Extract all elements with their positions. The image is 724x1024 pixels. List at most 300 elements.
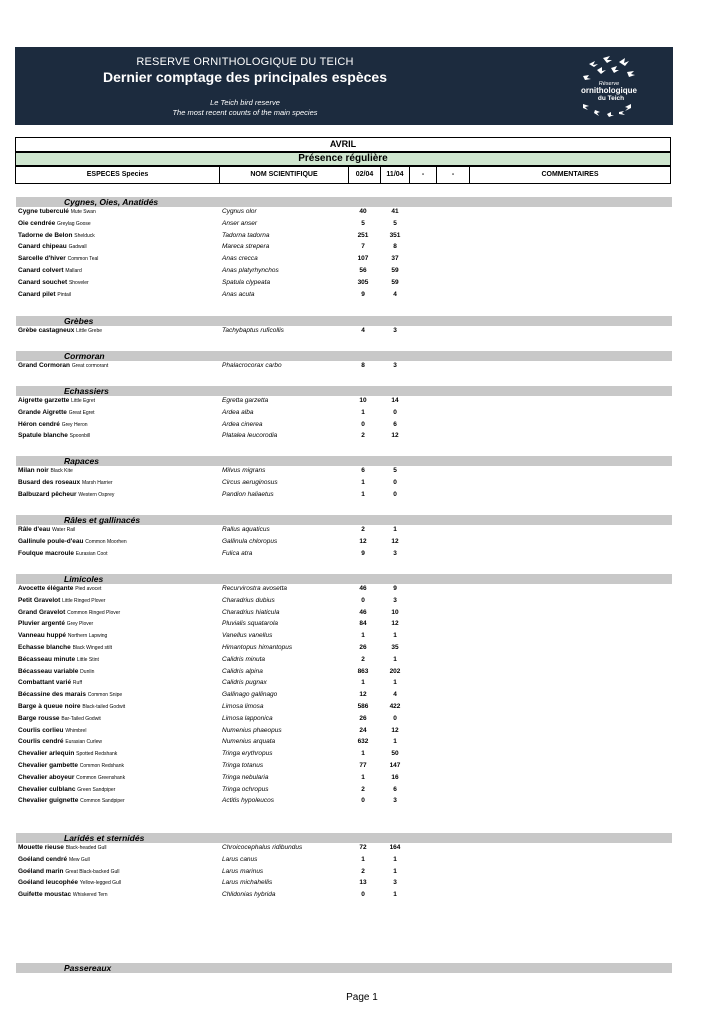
species-name-en: Common Teal: [67, 256, 99, 263]
count-date-1: 6: [361, 467, 365, 474]
species-name-fr: Grand Gravelot: [18, 608, 66, 616]
species-name: [18, 289, 71, 301]
scientific-name: Tringa erythropus: [222, 750, 273, 758]
scientific-name: Actitis hypoleucos: [222, 797, 275, 805]
section-header: [16, 963, 672, 973]
table-row: [0, 524, 724, 536]
count-date-2: 351: [389, 231, 401, 239]
species-name: [18, 784, 115, 796]
species-name-fr: Canard colvert: [18, 267, 64, 274]
species-name-en: Little Grebe: [76, 328, 103, 334]
table-row: [0, 595, 724, 607]
count-date-2: 6: [393, 420, 397, 428]
count-date-1: 586: [357, 703, 369, 710]
scientific-name: Tadorna tadorna: [222, 231, 270, 239]
scientific-name: Limosa limosa: [222, 703, 264, 710]
count-date-1: 10: [359, 397, 367, 404]
species-name-fr: Barge rousse: [18, 714, 60, 722]
header-subtitle-en: Le Teich bird reserve: [210, 98, 280, 107]
count-date-1: 24: [359, 726, 367, 734]
species-name-fr: Goéland leucophée: [18, 879, 78, 887]
species-name-en: Dunlin: [80, 668, 95, 675]
species-name-fr: Râle d'eau: [18, 526, 51, 533]
count-date-1: 2: [361, 655, 365, 663]
species-name-fr: Grande Aigrette: [18, 408, 67, 416]
table-row: [0, 218, 724, 230]
count-date-2: 9: [393, 585, 397, 592]
count-date-2: 1: [393, 891, 397, 899]
table-row: [0, 772, 724, 784]
count-date-2: 1: [393, 655, 397, 663]
section-title: Râles et gallinacés: [64, 515, 141, 525]
count-date-2: 10: [391, 608, 399, 616]
scientific-name: Platalea leucorodia: [222, 432, 278, 440]
scientific-name: Larus michahellis: [222, 879, 273, 887]
species-name-en: Marsh Harrier: [81, 479, 113, 486]
species-name-en: Mew Gull: [68, 856, 90, 863]
table-row: [0, 784, 724, 796]
species-name-fr: Aigrette garzette: [18, 397, 70, 404]
species-name-en: Pintail: [57, 291, 71, 298]
species-name-en: Ruff: [72, 680, 83, 687]
col-date-3: -: [410, 167, 437, 183]
count-date-1: 77: [359, 762, 367, 769]
species-name: [18, 265, 82, 277]
scientific-name: Ardea alba: [222, 408, 254, 416]
count-date-2: 422: [389, 703, 401, 710]
species-name-fr: Courlis corlieu: [18, 726, 64, 734]
count-date-2: 12: [391, 620, 399, 628]
species-name-en: Northern Lapwing: [67, 633, 108, 640]
count-date-1: 13: [359, 879, 367, 887]
species-name: [18, 595, 105, 607]
species-name-fr: Gallinule poule-d'eau: [18, 537, 84, 545]
section-title: Rapaces: [64, 456, 99, 466]
table-row: [0, 583, 724, 595]
species-name: [18, 842, 107, 854]
table-row: [0, 265, 724, 277]
species-name-fr: Goéland marin: [18, 867, 64, 875]
count-date-1: 12: [359, 691, 367, 699]
species-name-en: Black-headed Gull: [65, 845, 107, 851]
table-row: [0, 360, 724, 372]
count-date-1: 2: [361, 526, 365, 533]
table-row: [0, 419, 724, 431]
count-date-2: 3: [393, 549, 397, 557]
scientific-name: Ardea cinerea: [222, 420, 263, 428]
scientific-name: Cygnus olor: [222, 208, 257, 215]
count-date-1: 4: [361, 327, 365, 334]
page-number: Page 1: [346, 992, 378, 1003]
count-date-2: 147: [389, 762, 401, 769]
scientific-name: Calidris alpina: [222, 667, 263, 675]
table-row: [0, 713, 724, 725]
species-name: [18, 218, 91, 230]
species-name-fr: Héron cendré: [18, 420, 60, 428]
table-row: [0, 325, 724, 337]
scientific-name: Gallinula chloropus: [222, 537, 278, 545]
species-name: [18, 725, 86, 737]
scientific-name: Charadrius hiaticula: [222, 608, 280, 616]
scientific-name: Mareca strepera: [222, 243, 270, 251]
table-row: [0, 395, 724, 407]
scientific-name: Himantopus himantopus: [222, 644, 293, 651]
col-date-4: -: [437, 167, 470, 183]
count-date-1: 107: [357, 255, 369, 263]
header-banner: [15, 47, 673, 125]
count-date-2: 4: [393, 290, 397, 298]
month-header: AVRIL: [15, 137, 671, 152]
species-name-en: Little Ringed Plover: [62, 597, 106, 604]
species-name-fr: Vanneau huppé: [18, 632, 67, 640]
count-date-2: 41: [391, 208, 399, 215]
scientific-name: Tachybaptus ruficollis: [222, 327, 284, 334]
species-name: [18, 241, 87, 253]
species-name-fr: Echasse blanche: [18, 644, 71, 651]
scientific-name: Pluvialis squatarola: [222, 620, 279, 628]
table-row: [0, 642, 724, 654]
species-name-en: Green Sandpiper: [77, 786, 116, 793]
species-name: [18, 548, 107, 560]
species-name-en: Common Ringed Plover: [67, 609, 121, 616]
count-date-1: 46: [359, 585, 367, 592]
scientific-name: Calidris pugnax: [222, 679, 267, 687]
species-name: [18, 360, 108, 372]
species-name-fr: Grèbe castagneux: [18, 327, 75, 334]
count-date-1: 1: [361, 632, 365, 640]
table-row: [0, 536, 724, 548]
count-date-1: 46: [359, 608, 367, 616]
species-name-en: Eurasian Curlew: [65, 739, 103, 746]
species-name: [18, 795, 125, 807]
scientific-name: Tringa ochropus: [222, 785, 269, 793]
count-date-2: 37: [391, 255, 399, 263]
species-name-en: Greylag Goose: [57, 220, 91, 227]
count-date-2: 3: [393, 362, 397, 369]
species-name: [18, 772, 125, 784]
species-name-fr: Chevalier aboyeur: [18, 773, 75, 781]
page-title: Dernier comptage des principales espèces: [102, 69, 387, 85]
count-date-1: 305: [357, 278, 369, 286]
header-line1: RESERVE ORNITHOLOGIQUE DU TEICH: [136, 56, 354, 68]
count-date-1: 9: [361, 290, 365, 298]
species-name-en: Western Osprey: [78, 491, 115, 498]
species-name-fr: Pluvier argenté: [18, 620, 65, 628]
table-row: [0, 277, 724, 289]
species-name: [18, 489, 114, 501]
table-row: [0, 230, 724, 242]
count-date-1: 1: [361, 478, 365, 486]
svg-text:Réserve: Réserve: [598, 81, 620, 87]
species-name: [18, 206, 96, 218]
scientific-name: Tringa totanus: [222, 762, 264, 769]
count-date-2: 0: [393, 478, 397, 486]
count-date-1: 26: [359, 714, 367, 722]
species-name-en: Shelduck: [74, 232, 95, 239]
count-date-2: 59: [391, 278, 399, 286]
species-name-en: Eurasian Coot: [75, 550, 108, 557]
svg-text:ornithologique: ornithologique: [581, 86, 637, 95]
species-name-fr: Guifette moustac: [18, 891, 72, 899]
species-name: [18, 701, 125, 713]
count-date-2: 6: [393, 785, 397, 793]
species-name-fr: Foulque macroule: [18, 549, 74, 557]
species-name-fr: Goéland cendré: [18, 855, 68, 863]
species-name-en: Black Kite: [50, 468, 73, 474]
col-date-1: 02/04: [349, 167, 381, 183]
table-row: [0, 760, 724, 772]
species-name-en: Little Stint: [76, 656, 99, 663]
count-date-2: 3: [393, 596, 397, 604]
species-name-en: Common Moorhen: [85, 538, 127, 545]
count-date-1: 251: [357, 231, 369, 239]
species-name-en: Grey Heron: [61, 421, 88, 428]
count-date-2: 0: [393, 714, 397, 722]
count-date-2: 3: [393, 879, 397, 887]
count-date-1: 2: [361, 785, 365, 793]
table-row: [0, 465, 724, 477]
species-name-fr: Busard des roseaux: [18, 478, 81, 486]
scientific-name: Limosa lapponica: [222, 714, 273, 722]
count-date-1: 2: [361, 432, 365, 440]
species-name-fr: Courlis cendré: [18, 738, 64, 746]
count-date-2: 164: [389, 844, 401, 851]
species-name-fr: Chevalier gambette: [18, 762, 78, 769]
count-date-1: 1: [361, 750, 365, 758]
table-row: [0, 877, 724, 889]
table-row: [0, 795, 724, 807]
scientific-name: Chroicocephalus ridibundus: [222, 844, 303, 851]
birds-logo-icon: [575, 52, 643, 120]
section-title: Grèbes: [64, 316, 94, 326]
table-row: [0, 866, 724, 878]
count-date-2: 5: [393, 219, 397, 227]
count-date-1: 7: [361, 243, 365, 251]
column-header-row: [15, 166, 671, 184]
count-date-2: 3: [393, 797, 397, 805]
species-name-en: Whimbrel: [65, 727, 87, 734]
species-name-en: Great cormorant: [71, 363, 109, 369]
species-name: [18, 736, 102, 748]
table-row: [0, 854, 724, 866]
species-name: [18, 277, 89, 289]
count-date-2: 1: [393, 679, 397, 687]
species-name: [18, 654, 99, 666]
species-name-fr: Chevalier arlequin: [18, 750, 75, 758]
scientific-name: Charadrius dubius: [222, 596, 275, 604]
scientific-name: Gallinago gallinago: [222, 691, 278, 699]
species-name-fr: Combattant varié: [18, 679, 72, 687]
count-date-1: 5: [361, 219, 365, 227]
species-name-fr: Mouette rieuse: [18, 844, 64, 851]
count-date-1: 1: [361, 679, 365, 687]
species-name: [18, 866, 120, 878]
count-date-1: 40: [359, 208, 367, 215]
table-row: [0, 206, 724, 218]
species-name: [18, 630, 107, 642]
table-row: [0, 654, 724, 666]
species-name: [18, 325, 102, 337]
count-date-2: 12: [391, 432, 399, 440]
species-name-fr: Tadorne de Belon: [18, 231, 73, 239]
scientific-name: Recurvirostra avosetta: [222, 585, 288, 592]
species-name-fr: Oie cendrée: [18, 219, 56, 227]
species-name: [18, 230, 95, 242]
count-date-2: 1: [393, 526, 397, 533]
col-comments: COMMENTAIRES: [541, 171, 599, 178]
species-name-en: Spotted Redshank: [76, 751, 118, 758]
svg-text:du Teich: du Teich: [597, 95, 625, 102]
table-row: [0, 241, 724, 253]
count-date-1: 26: [359, 644, 367, 651]
species-name-en: Bar-Tailed Godwit: [61, 715, 101, 722]
species-name-fr: Spatule blanche: [18, 432, 68, 440]
species-name: [18, 477, 113, 489]
species-name-fr: Chevalier guignette: [18, 797, 79, 805]
scientific-name: Anas platyrhynchos: [222, 267, 279, 274]
section-title: Echassiers: [64, 386, 109, 396]
species-name-en: Grey Plover: [66, 621, 94, 628]
species-name-fr: Balbuzard pêcheur: [18, 490, 77, 498]
count-date-1: 0: [361, 420, 365, 428]
count-date-2: 3: [393, 327, 397, 334]
count-date-1: 1: [361, 490, 365, 498]
scientific-name: Egretta garzetta: [222, 397, 269, 404]
count-date-1: 1: [361, 855, 365, 863]
count-date-2: 35: [391, 644, 399, 651]
species-name: [18, 748, 117, 760]
scientific-name: Fulica atra: [222, 549, 253, 557]
species-name-en: Water Rail: [52, 527, 76, 533]
col-species: ESPECES Species: [16, 167, 220, 183]
species-name-fr: Canard pilet: [18, 290, 56, 298]
species-name-fr: Grand Cormoran: [18, 362, 71, 369]
count-date-2: 0: [393, 490, 397, 498]
scientific-name: Circus aeruginosus: [222, 478, 278, 486]
count-date-2: 1: [393, 738, 397, 746]
species-name: [18, 583, 101, 595]
species-name-en: Mute Swan: [70, 209, 96, 215]
species-name-en: Whiskered Tern: [72, 892, 108, 899]
species-name-en: Common Sandpiper: [80, 798, 125, 805]
species-name: [18, 395, 95, 407]
count-date-2: 1: [393, 867, 397, 875]
presence-header: Présence régulière: [15, 152, 671, 166]
count-date-2: 5: [393, 467, 397, 474]
species-name: [18, 607, 120, 619]
species-name: [18, 465, 73, 477]
table-row: [0, 748, 724, 760]
species-name-en: Gadwall: [68, 244, 87, 251]
table-row: [0, 725, 724, 737]
scientific-name: Tringa nebularia: [222, 773, 269, 781]
table-row: [0, 666, 724, 678]
table-row: [0, 889, 724, 901]
table-row: [0, 607, 724, 619]
table-row: [0, 736, 724, 748]
scientific-name: Phalacrocorax carbo: [222, 362, 282, 369]
count-date-2: 12: [391, 537, 399, 545]
species-name-fr: Milan noir: [18, 467, 49, 474]
scientific-name: Anas crecca: [222, 255, 258, 263]
count-date-2: 1: [393, 855, 397, 863]
species-name: [18, 713, 101, 725]
count-date-2: 59: [391, 267, 399, 274]
species-name-en: Common Greenshank: [76, 774, 126, 781]
species-name: [18, 760, 124, 772]
count-date-1: 9: [361, 549, 365, 557]
table-row: [0, 842, 724, 854]
table-row: [0, 689, 724, 701]
scientific-name: Calidris minuta: [222, 655, 265, 663]
species-name-fr: Chevalier culblanc: [18, 785, 76, 793]
count-date-1: 632: [357, 738, 369, 746]
species-name-fr: Bécasseau minute: [18, 655, 76, 663]
count-date-1: 72: [359, 844, 367, 851]
count-date-1: 0: [361, 797, 365, 805]
scientific-name: Anser anser: [222, 219, 258, 227]
species-name: [18, 524, 75, 536]
count-date-1: 1: [361, 773, 365, 781]
species-name-fr: Sarcelle d'hiver: [18, 255, 66, 263]
species-name: [18, 889, 108, 901]
species-name: [18, 666, 94, 678]
species-name: [18, 419, 88, 431]
table-row: [0, 253, 724, 265]
species-name-en: Common Snipe: [87, 692, 123, 699]
species-name-fr: Avocette élégante: [18, 585, 74, 592]
table-row: [0, 430, 724, 442]
species-name-fr: Cygne tuberculé: [18, 208, 69, 215]
species-name: [18, 430, 90, 442]
count-date-1: 2: [361, 867, 365, 875]
species-name: [18, 642, 112, 654]
species-name-fr: Canard chipeau: [18, 243, 67, 251]
count-date-1: 0: [361, 596, 365, 604]
col-date-2: 11/04: [381, 167, 410, 183]
count-date-1: 84: [359, 620, 367, 628]
species-name-en: Black-tailed Godwit: [82, 704, 126, 710]
section-title: Cormoran: [64, 351, 105, 361]
count-date-1: 8: [361, 362, 365, 369]
section-title: Limicoles: [64, 574, 104, 584]
count-date-2: 50: [391, 750, 399, 758]
count-date-2: 202: [389, 667, 401, 675]
species-name-en: Great Black-backed Gull: [65, 868, 120, 875]
species-name: [18, 536, 127, 548]
table-row: [0, 548, 724, 560]
section-title: Laridés et sternidés: [64, 833, 145, 843]
table-row: [0, 701, 724, 713]
scientific-name: Numenius arquata: [222, 738, 276, 746]
count-date-1: 0: [361, 891, 365, 899]
table-row: [0, 677, 724, 689]
species-name: [18, 689, 122, 701]
species-name: [18, 618, 93, 630]
species-name: [18, 407, 95, 419]
count-date-1: 56: [359, 267, 367, 274]
table-row: [0, 289, 724, 301]
species-name-en: Yellow-legged Gull: [79, 880, 122, 887]
species-name-en: Mallard: [65, 268, 82, 274]
table-row: [0, 407, 724, 419]
species-name-fr: Petit Gravelot: [18, 596, 61, 604]
count-date-2: 12: [391, 726, 399, 734]
scientific-name: Spatula clypeata: [222, 278, 271, 286]
col-scientific-name: NOM SCIENTIFIQUE: [220, 167, 349, 183]
table-row: [0, 630, 724, 642]
table-row: [0, 618, 724, 630]
